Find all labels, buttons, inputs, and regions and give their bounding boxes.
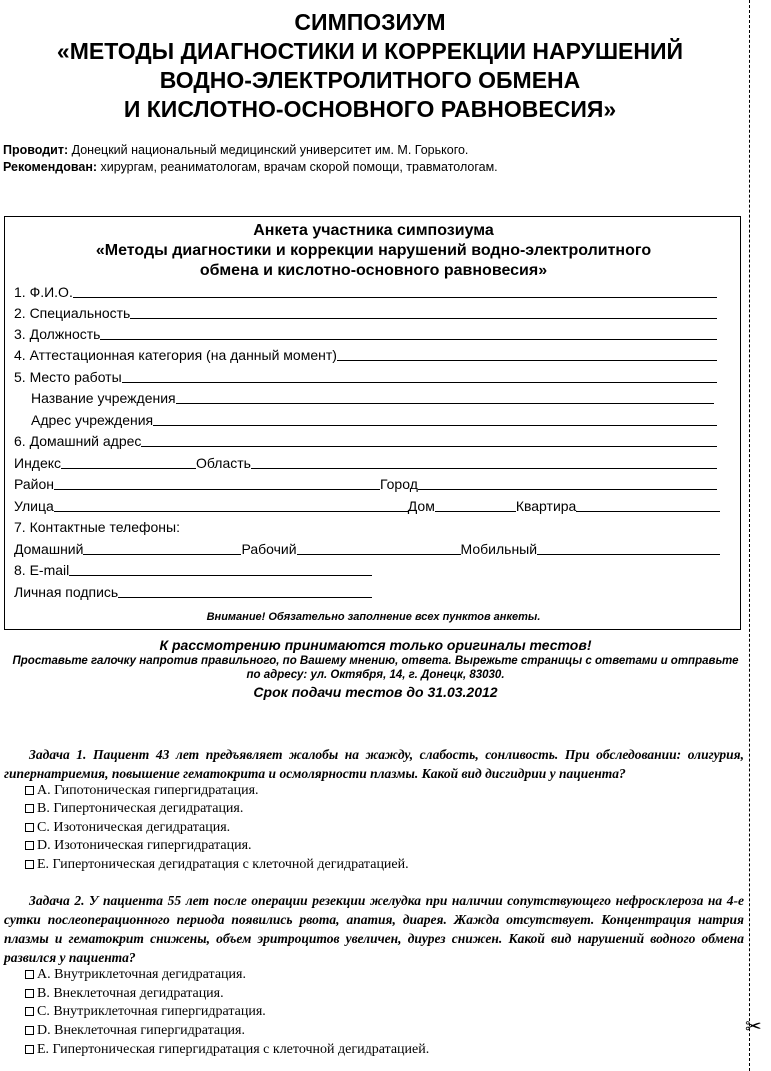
- cut-line: [749, 0, 750, 1071]
- form-title-line: обмена и кислотно-основного равновесия»: [199, 262, 548, 279]
- phones-row: [14, 540, 720, 558]
- fio-field[interactable]: [14, 283, 717, 301]
- checkbox[interactable]: [25, 841, 34, 850]
- task-2-option-e[interactable]: [25, 1041, 429, 1058]
- category-line[interactable]: [337, 359, 717, 361]
- email-line[interactable]: [69, 574, 372, 576]
- position-field[interactable]: [14, 325, 717, 343]
- district-city-row: [14, 475, 717, 493]
- signature-field[interactable]: [14, 583, 372, 601]
- form-title: [5, 221, 742, 281]
- option-label: E. Гипертоническая гипергидратация с клеточной дегидратацией.: [37, 1042, 430, 1057]
- mobile-phone-label: Мобильный: [460, 541, 538, 557]
- house-line[interactable]: [435, 510, 516, 512]
- task-1-option-b[interactable]: [25, 800, 243, 817]
- recommended-for: [3, 158, 498, 176]
- workplace-label: 5. Место работы: [14, 369, 122, 385]
- task-2-option-d[interactable]: [25, 1022, 245, 1039]
- specialty-line[interactable]: [130, 317, 717, 319]
- option-label: D. Изотоническая гипергидратация.: [37, 838, 252, 853]
- recommended-label: Рекомендован:: [3, 160, 98, 174]
- work-phone-line[interactable]: [297, 553, 461, 555]
- specialty-field[interactable]: [14, 304, 717, 322]
- checkbox[interactable]: [25, 989, 34, 998]
- home-address-line[interactable]: [141, 445, 717, 447]
- option-label: B. Внеклеточная дегидратация.: [37, 986, 224, 1001]
- fio-label: 1. Ф.И.О.: [14, 284, 73, 300]
- apartment-line[interactable]: [576, 510, 720, 512]
- signature-label: Личная подпись: [14, 584, 119, 600]
- checkbox[interactable]: [25, 860, 34, 869]
- city-line[interactable]: [418, 488, 717, 490]
- form-title-line: «Методы диагностики и коррекции нарушений водно-электролитного: [95, 242, 652, 259]
- position-line[interactable]: [100, 338, 717, 340]
- institution-address-label: Адрес учреждения: [31, 412, 154, 428]
- form-title-line: Анкета участника симпозиума: [253, 222, 494, 239]
- task-1-question: Задача 1. Пациент 43 лет предъявляет жалобы на жажду, слабость, сонливость. При обследовании: олигурия, гипернатриемия, повышение гематокрита и осмолярности плазмы. Какой вид дисгидрии у пациента?: [4, 747, 744, 781]
- instructions-line: Проставьте галочку напротив правильного, по Вашему мнению, ответа. Вырежьте страницы с ответами и отправьте: [12, 655, 739, 667]
- position-label: 3. Должность: [14, 326, 101, 342]
- institution-name-field[interactable]: [14, 389, 714, 407]
- deadline: Срок подачи тестов до 31.03.2012: [253, 684, 498, 700]
- checkbox[interactable]: [25, 1007, 34, 1016]
- signature-line[interactable]: [118, 596, 372, 598]
- instructions: [0, 654, 751, 682]
- institution-name-label: Название учреждения: [31, 390, 176, 406]
- option-label: C. Внутриклеточная гипергидратация.: [37, 1004, 266, 1019]
- institution-name-line[interactable]: [176, 402, 714, 404]
- task-2-option-c[interactable]: [25, 1003, 266, 1020]
- option-label: D. Внеклеточная гипергидратация.: [37, 1023, 245, 1038]
- district-label: Район: [14, 476, 54, 492]
- index-line[interactable]: [61, 467, 196, 469]
- home-address-label: 6. Домашний адрес: [14, 433, 142, 449]
- title-line: ВОДНО-ЭЛЕКТРОЛИТНОГО ОБМЕНА: [159, 67, 581, 93]
- title-line: «МЕТОДЫ ДИАГНОСТИКИ И КОРРЕКЦИИ НАРУШЕНИЙ: [56, 38, 684, 64]
- task-2-option-a[interactable]: [25, 966, 246, 983]
- recommended-value: хирургам, реаниматологам, врачам скорой помощи, травматологам.: [97, 160, 498, 174]
- email-field[interactable]: [14, 561, 372, 579]
- workplace-line[interactable]: [122, 381, 717, 383]
- form-warning: Внимание! Обязательно заполнение всех пунктов анкеты.: [206, 611, 541, 623]
- street-house-apartment-row: [14, 497, 720, 515]
- option-label: A. Внутриклеточная дегидратация.: [37, 967, 246, 982]
- task-2-question: Задача 2. У пациента 55 лет после операции резекции желудка при наличии сопутствующего нефросклероза на 4-е сутки послеоперационного периода появились рвота, апатия, диарея. Жажда отсутствует. Концентрация натрия плазмы и гематокрит снижены, объем эритроцитов увеличен, диурез снижен. Какой вид нарушений водного обмена развился у пациента?: [4, 893, 744, 965]
- title-line: И КИСЛОТНО-ОСНОВНОГО РАВНОВЕСИЯ»: [123, 96, 617, 122]
- checkbox[interactable]: [25, 970, 34, 979]
- checkbox[interactable]: [25, 1026, 34, 1035]
- task-1-option-d[interactable]: [25, 837, 252, 854]
- mobile-phone-line[interactable]: [537, 553, 720, 555]
- conducted-value: Донецкий национальный медицинский университет им. М. Горького.: [68, 143, 469, 157]
- apartment-label: Квартира: [515, 498, 577, 514]
- participant-form: [4, 216, 741, 630]
- district-line[interactable]: [54, 488, 380, 490]
- region-line[interactable]: [251, 467, 717, 469]
- workplace-field[interactable]: [14, 368, 717, 386]
- street-label: Улица: [14, 498, 54, 514]
- option-label: E. Гипертоническая дегидратация с клеточной дегидратацией.: [37, 857, 409, 872]
- instructions-address: по адресу: ул. Октября, 14, г. Донецк, 83030.: [246, 669, 505, 681]
- option-label: A. Гипотоническая гипергидратация.: [37, 783, 259, 798]
- conducted-by: [3, 141, 468, 159]
- phones-label: 7. Контактные телефоны:: [14, 519, 180, 535]
- home-phone-label: Домашний: [14, 541, 84, 557]
- task-1-option-c[interactable]: [25, 819, 230, 836]
- category-label: 4. Аттестационная категория (на данный момент): [14, 347, 337, 363]
- work-phone-label: Рабочий: [241, 541, 297, 557]
- option-label: C. Изотоническая дегидратация.: [37, 820, 231, 835]
- region-label: Область: [196, 455, 251, 471]
- email-label: 8. E-mail: [14, 562, 70, 578]
- institution-address-line[interactable]: [153, 424, 717, 426]
- conducted-label: Проводит:: [3, 143, 69, 157]
- originals-notice: К рассмотрению принимаются только оригиналы тестов!: [159, 637, 592, 653]
- institution-address-field[interactable]: [14, 411, 717, 429]
- home-address-field[interactable]: [14, 432, 717, 450]
- task-2-text: [4, 891, 744, 967]
- specialty-label: 2. Специальность: [14, 305, 131, 321]
- index-region-row: [14, 454, 717, 472]
- task-1-option-a[interactable]: [25, 782, 259, 799]
- title-line: СИМПОЗИУМ: [294, 9, 446, 35]
- house-label: Дом: [407, 498, 435, 514]
- task-2-option-b[interactable]: [25, 985, 224, 1002]
- index-label: Индекс: [14, 455, 62, 471]
- scissors-icon: ✂: [745, 1014, 762, 1038]
- phones-heading: [14, 518, 717, 536]
- task-1-option-e[interactable]: [25, 856, 409, 873]
- home-phone-line[interactable]: [83, 553, 241, 555]
- option-label: B. Гипертоническая дегидратация.: [37, 801, 244, 816]
- city-label: Город: [380, 476, 418, 492]
- fio-line[interactable]: [73, 296, 717, 298]
- checkbox[interactable]: [25, 1045, 34, 1054]
- symposium-title: [0, 8, 740, 124]
- category-field[interactable]: [14, 346, 717, 364]
- checkbox[interactable]: [25, 823, 34, 832]
- checkbox[interactable]: [25, 804, 34, 813]
- task-1-text: [4, 745, 744, 783]
- checkbox[interactable]: [25, 786, 34, 795]
- street-line[interactable]: [54, 510, 408, 512]
